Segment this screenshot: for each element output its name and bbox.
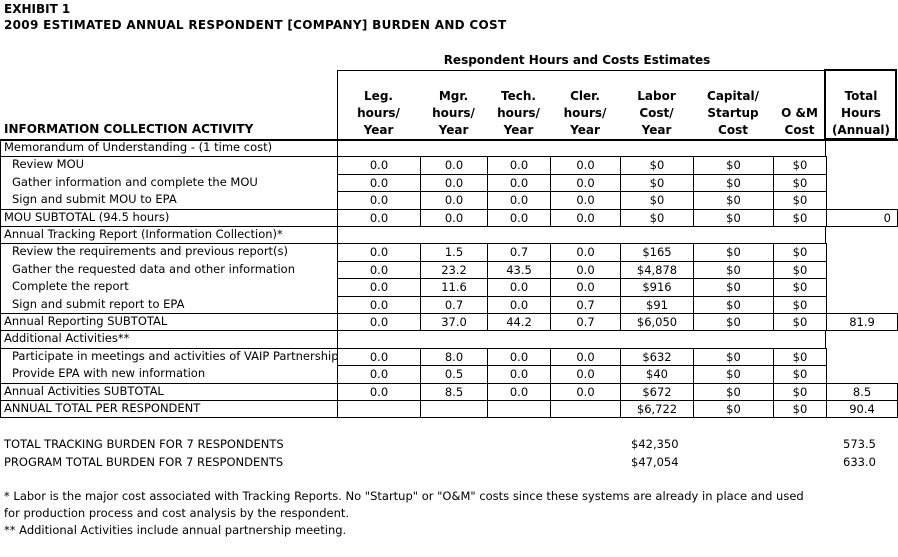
value-cell: $0 — [620, 156, 694, 174]
footnote-line: * Labor is the major cost associated with Tracking Reports. No "Startup" or "O&M" costs since these systems are already in place and used — [4, 489, 804, 503]
row-label: ANNUAL TOTAL PER RESPONDENT — [4, 401, 201, 415]
value-cell: 0.0 — [337, 243, 421, 261]
summary-cost: $42,350 — [631, 437, 679, 451]
value-cell: 0.0 — [550, 348, 621, 366]
value-cell: $6,722 — [620, 400, 694, 418]
value-cell: 0.5 — [420, 365, 488, 383]
value-cell: $0 — [620, 174, 694, 192]
value-cell: 0.7 — [420, 296, 488, 314]
column-header-6-line2: O &M — [781, 106, 818, 120]
header-top-rule — [337, 70, 825, 71]
value-cell: 0.0 — [337, 383, 421, 401]
row-label: Gather information and complete the MOU — [12, 174, 258, 189]
value-cell: $0 — [693, 348, 774, 366]
value-cell: 0.0 — [337, 296, 421, 314]
section-row-box — [337, 226, 826, 244]
column-header-4-line1: Labor — [637, 89, 676, 103]
value-cell: 0.0 — [550, 261, 621, 279]
value-cell: 43.5 — [487, 261, 551, 279]
row-label: Participate in meetings and activities of VAIP Partnership — [12, 348, 339, 363]
total-hours-cell: 81.9 — [826, 313, 898, 331]
value-cell: 11.6 — [420, 278, 488, 296]
value-cell: 0.7 — [550, 313, 621, 331]
value-cell — [550, 400, 621, 418]
value-cell: 23.2 — [420, 261, 488, 279]
value-cell: 0.0 — [550, 209, 621, 227]
value-cell: 0.0 — [337, 348, 421, 366]
total-hours-cell: 90.4 — [826, 400, 898, 418]
value-cell: $0 — [773, 400, 827, 418]
value-cell: $0 — [620, 209, 694, 227]
value-cell: 0.0 — [337, 191, 421, 209]
column-header-0-line1: Leg. — [364, 89, 393, 103]
value-cell: $0 — [773, 313, 827, 331]
value-cell: 0.0 — [337, 278, 421, 296]
value-cell: 0.0 — [337, 156, 421, 174]
activity-column-header: INFORMATION COLLECTION ACTIVITY — [4, 122, 254, 136]
row-label: Annual Tracking Report (Information Collection)* — [4, 227, 283, 241]
value-cell: 0.0 — [487, 365, 551, 383]
value-cell: $0 — [693, 191, 774, 209]
column-header-7-line2: Hours — [841, 106, 881, 120]
value-cell: 0.0 — [550, 156, 621, 174]
value-cell: 0.0 — [420, 191, 488, 209]
row-label: Annual Reporting SUBTOTAL — [4, 314, 168, 328]
value-cell: $0 — [693, 278, 774, 296]
exhibit-title: 2009 ESTIMATED ANNUAL RESPONDENT [COMPANY] BURDEN AND COST — [4, 18, 507, 32]
column-header-3-line1: Cler. — [570, 89, 600, 103]
value-cell: 0.0 — [550, 174, 621, 192]
value-cell: $0 — [773, 174, 827, 192]
value-cell: 0.0 — [337, 261, 421, 279]
value-cell: $0 — [773, 156, 827, 174]
row-label: Sign and submit report to EPA — [12, 296, 185, 311]
value-cell: 37.0 — [420, 313, 488, 331]
row-label: Provide EPA with new information — [12, 366, 206, 381]
value-cell: 0.0 — [550, 383, 621, 401]
section-row-box — [337, 330, 826, 348]
value-cell: 0.7 — [487, 243, 551, 261]
value-cell: $0 — [693, 261, 774, 279]
value-cell: 0.0 — [487, 348, 551, 366]
column-header-7-line1: Total — [844, 89, 878, 103]
value-cell — [337, 400, 421, 418]
row-label: Review the requirements and previous report(s) — [12, 244, 289, 259]
value-cell: 0.0 — [337, 313, 421, 331]
column-header-4-line3: Year — [641, 123, 672, 137]
column-header-3-line2: hours/ — [563, 106, 607, 120]
value-cell: $916 — [620, 278, 694, 296]
value-cell: $0 — [693, 209, 774, 227]
value-cell: 0.0 — [337, 209, 421, 227]
value-cell: $165 — [620, 243, 694, 261]
value-cell — [487, 400, 551, 418]
value-cell: 0.0 — [487, 383, 551, 401]
row-label: Memorandum of Understanding - (1 time cost) — [4, 140, 273, 154]
column-header-3-line3: Year — [570, 123, 600, 137]
value-cell: 0.0 — [420, 174, 488, 192]
value-cell: $0 — [693, 243, 774, 261]
total-hours-cell: 0 — [826, 209, 898, 227]
value-cell: $0 — [773, 383, 827, 401]
total-hours-cell: 8.5 — [826, 383, 898, 401]
column-header-2-line1: Tech. — [501, 89, 536, 103]
value-cell: 0.0 — [337, 174, 421, 192]
value-cell: 0.7 — [550, 296, 621, 314]
value-cell: $6,050 — [620, 313, 694, 331]
table-left-rule — [0, 139, 1, 418]
value-cell: $0 — [620, 191, 694, 209]
summary-hours: 633.0 — [843, 455, 876, 469]
value-cell: 0.0 — [487, 296, 551, 314]
value-cell: $0 — [773, 243, 827, 261]
summary-label: PROGRAM TOTAL BURDEN FOR 7 RESPONDENTS — [4, 455, 284, 469]
value-cell — [420, 400, 488, 418]
column-header-5-line1: Capital/ — [707, 89, 759, 103]
value-cell: $0 — [773, 365, 827, 383]
value-cell: $0 — [773, 209, 827, 227]
value-cell: $0 — [773, 348, 827, 366]
row-label: Gather the requested data and other information — [12, 261, 296, 276]
value-cell: $0 — [773, 261, 827, 279]
value-cell: 8.0 — [420, 348, 488, 366]
column-header-5-line3: Cost — [718, 123, 748, 137]
value-cell: $91 — [620, 296, 694, 314]
value-cell: 0.0 — [420, 209, 488, 227]
footnote-line: for production process and cost analysis by the respondent. — [4, 506, 350, 520]
footnote-line: ** Additional Activities include annual partnership meeting. — [4, 523, 347, 537]
value-cell: 0.0 — [487, 156, 551, 174]
value-cell: $4,878 — [620, 261, 694, 279]
value-cell: $0 — [693, 156, 774, 174]
column-header-6-line3: Cost — [784, 123, 815, 137]
column-header-2-line3: Year — [503, 123, 534, 137]
value-cell: 0.0 — [550, 365, 621, 383]
value-cell: $0 — [773, 191, 827, 209]
column-header-1-line3: Year — [438, 123, 469, 137]
row-label: MOU SUBTOTAL (94.5 hours) — [4, 209, 170, 224]
column-header-7-line3: (Annual) — [831, 123, 891, 137]
value-cell: $40 — [620, 365, 694, 383]
value-cell: $0 — [773, 296, 827, 314]
column-header-4-line2: Cost/ — [639, 106, 674, 120]
group-header: Respondent Hours and Costs Estimates — [443, 53, 711, 67]
value-cell: $0 — [693, 296, 774, 314]
row-label: Complete the report — [12, 279, 129, 294]
value-cell: $0 — [693, 174, 774, 192]
value-cell: 0.0 — [420, 156, 488, 174]
exhibit-label: EXHIBIT 1 — [4, 2, 71, 16]
value-cell: $0 — [693, 365, 774, 383]
value-cell: 1.5 — [420, 243, 488, 261]
column-header-5-line2: Startup — [707, 106, 759, 120]
value-cell: 0.0 — [487, 278, 551, 296]
column-header-0-line3: Year — [363, 123, 394, 137]
row-label: Additional Activities** — [4, 331, 130, 346]
column-header-1-line1: Mgr. — [438, 89, 469, 103]
value-cell: 0.0 — [487, 209, 551, 227]
value-cell: 0.0 — [550, 278, 621, 296]
value-cell: $0 — [693, 400, 774, 418]
row-label: Review MOU — [12, 157, 85, 172]
value-cell: 0.0 — [337, 365, 421, 383]
summary-label: TOTAL TRACKING BURDEN FOR 7 RESPONDENTS — [4, 437, 284, 451]
column-header-2-line2: hours/ — [497, 106, 540, 120]
summary-hours: 573.5 — [843, 437, 876, 451]
column-header-1-line2: hours/ — [432, 106, 475, 120]
summary-cost: $47,054 — [631, 455, 679, 469]
value-cell: 44.2 — [487, 313, 551, 331]
value-cell: 0.0 — [487, 191, 551, 209]
row-label: Sign and submit MOU to EPA — [12, 192, 177, 207]
value-cell: 8.5 — [420, 383, 488, 401]
value-cell: $672 — [620, 383, 694, 401]
row-label: Annual Activities SUBTOTAL — [4, 383, 164, 398]
value-cell: $632 — [620, 348, 694, 366]
section-row-box — [337, 139, 826, 157]
value-cell: $0 — [773, 278, 827, 296]
value-cell: 0.0 — [550, 243, 621, 261]
value-cell: $0 — [693, 313, 774, 331]
value-cell: $0 — [693, 383, 774, 401]
value-cell: 0.0 — [487, 174, 551, 192]
column-header-0-line2: hours/ — [357, 106, 400, 120]
value-cell: 0.0 — [550, 191, 621, 209]
